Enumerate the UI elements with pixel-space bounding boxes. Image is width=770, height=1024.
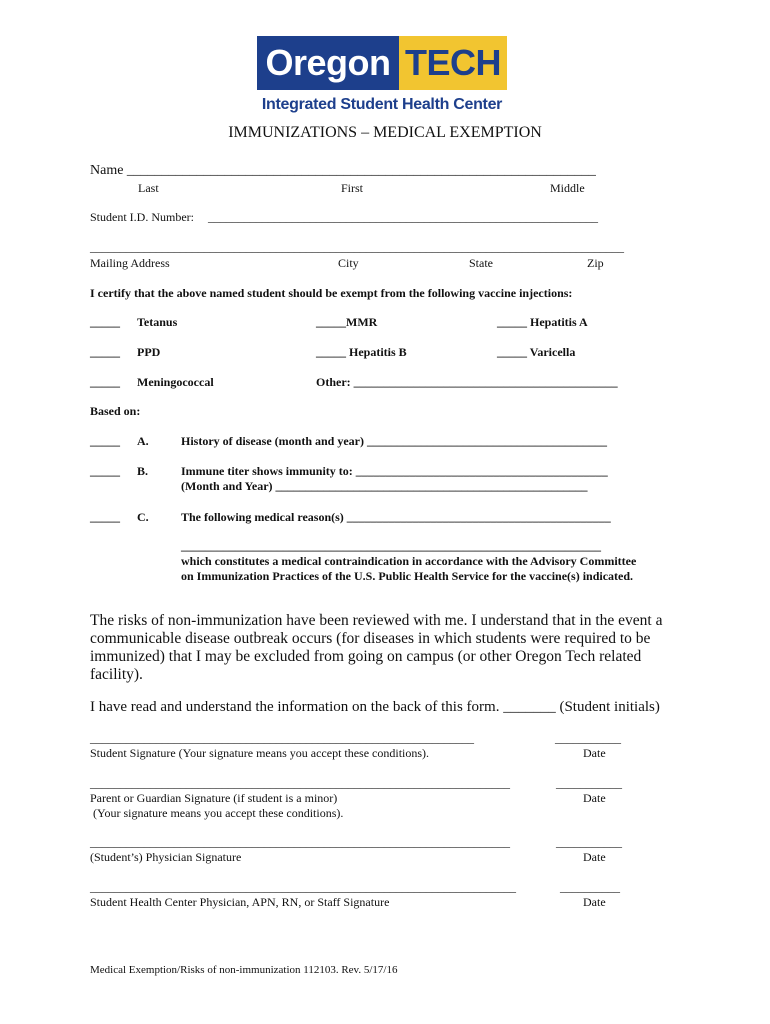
ppd-blank[interactable]: _____ — [90, 345, 120, 359]
staff-date-line[interactable]: __________ — [560, 880, 620, 894]
oregon-tech-logo — [257, 36, 507, 116]
reason-c-explanation: which constitutes a medical contraindication in accordance with the Advisory Committee on Immunization Practices of the U.S. Public Health Service for the vaccine(s) indicated. — [181, 554, 637, 583]
name-last-label: Last — [138, 181, 159, 195]
ppd-label: PPD — [137, 345, 161, 359]
meningococcal-label: Meningococcal — [137, 375, 214, 389]
based-on-heading: Based on: — [90, 404, 141, 418]
name-middle-label: Middle — [550, 181, 585, 195]
staff-date-label: Date — [583, 895, 606, 909]
reason-c-letter: C. — [137, 510, 149, 524]
staff-signature-line[interactable]: _______________________________________________________________________ — [90, 880, 516, 894]
footer-revision: Medical Exemption/Risks of non-immunization 112103. Rev. 5/17/16 — [90, 964, 398, 976]
risks-paragraph: The risks of non-immunization have been reviewed with me. I understand that in the event a communicable disease outbreak occurs (for diseases in which students were required to be immunized) that I may be excluded from going on campus (or other Oregon Tech related facility). — [90, 612, 663, 683]
student-signature-label: Student Signature (Your signature means you accept these conditions). — [90, 746, 430, 760]
meningococcal-blank[interactable]: _____ — [90, 375, 120, 389]
mmr-option[interactable]: _____MMR — [316, 315, 378, 329]
physician-date-label: Date — [583, 850, 606, 864]
reason-b-text[interactable]: Immune titer shows immunity to: __________________________________________ — [181, 464, 608, 478]
physician-signature-label: (Student’s) Physician Signature — [90, 850, 242, 864]
address-field[interactable]: _________________________________________________________________________________________ — [90, 240, 624, 254]
certify-statement: I certify that the above named student should be exempt from the following vaccine injections: — [90, 286, 573, 300]
staff-signature-label: Student Health Center Physician, APN, RN, or Staff Signature — [90, 895, 390, 909]
physician-date-line[interactable]: ___________ — [556, 835, 622, 849]
reason-a-letter: A. — [137, 434, 149, 448]
student-date-label: Date — [583, 746, 606, 760]
student-id-field[interactable]: _________________________________________________________________ — [208, 210, 598, 224]
tetanus-blank[interactable]: _____ — [90, 315, 120, 329]
parent-date-label: Date — [583, 791, 606, 805]
other-vaccine-field[interactable]: Other: ____________________________________________ — [316, 375, 618, 389]
reason-c-blank[interactable]: _____ — [90, 510, 120, 524]
physician-signature-line[interactable]: ______________________________________________________________________ — [90, 835, 510, 849]
name-first-label: First — [341, 181, 364, 195]
reason-b-letter: B. — [137, 464, 149, 478]
reason-c-text[interactable]: The following medical reason(s) ____________________________________________ — [181, 510, 611, 524]
hepatitis-b-option[interactable]: _____ Hepatitis B — [316, 345, 407, 359]
reason-b-date[interactable]: (Month and Year) ____________________________________________________ — [181, 479, 588, 493]
state-label: State — [469, 256, 493, 270]
student-id-label: Student I.D. Number: — [90, 210, 194, 224]
parent-signature-label: Parent or Guardian Signature (if student is a minor) — [90, 791, 338, 805]
student-signature-line[interactable]: ________________________________________________________________ — [90, 731, 474, 745]
form-title: IMMUNIZATIONS – MEDICAL EXEMPTION — [228, 124, 542, 141]
reason-a-blank[interactable]: _____ — [90, 434, 120, 448]
logo-word-tech: TECH — [399, 36, 507, 90]
tetanus-label: Tetanus — [137, 315, 178, 329]
logo-word-oregon: Oregon — [257, 36, 399, 90]
parent-signature-line[interactable]: ______________________________________________________________________ — [90, 776, 510, 790]
zip-label: Zip — [587, 256, 604, 270]
logo-subtitle: Integrated Student Health Center — [261, 96, 503, 113]
reason-a-text[interactable]: History of disease (month and year) ________________________________________ — [181, 434, 607, 448]
varicella-option[interactable]: _____ Varicella — [497, 345, 576, 359]
city-label: City — [338, 256, 359, 270]
hepatitis-a-option[interactable]: _____ Hepatitis A — [497, 315, 588, 329]
student-date-line[interactable]: ___________ — [555, 731, 621, 745]
mailing-address-label: Mailing Address — [90, 256, 170, 270]
parent-date-line[interactable]: ___________ — [556, 776, 622, 790]
reason-c-line[interactable]: ______________________________________________________________________ — [181, 539, 601, 553]
read-statement[interactable]: I have read and understand the information on the back of this form. _______ (Student initials) — [90, 699, 660, 715]
name-field[interactable]: Name ___________________________________________________________________ — [90, 163, 596, 178]
reason-b-blank[interactable]: _____ — [90, 464, 120, 478]
parent-signature-note: (Your signature means you accept these conditions). — [93, 806, 344, 820]
